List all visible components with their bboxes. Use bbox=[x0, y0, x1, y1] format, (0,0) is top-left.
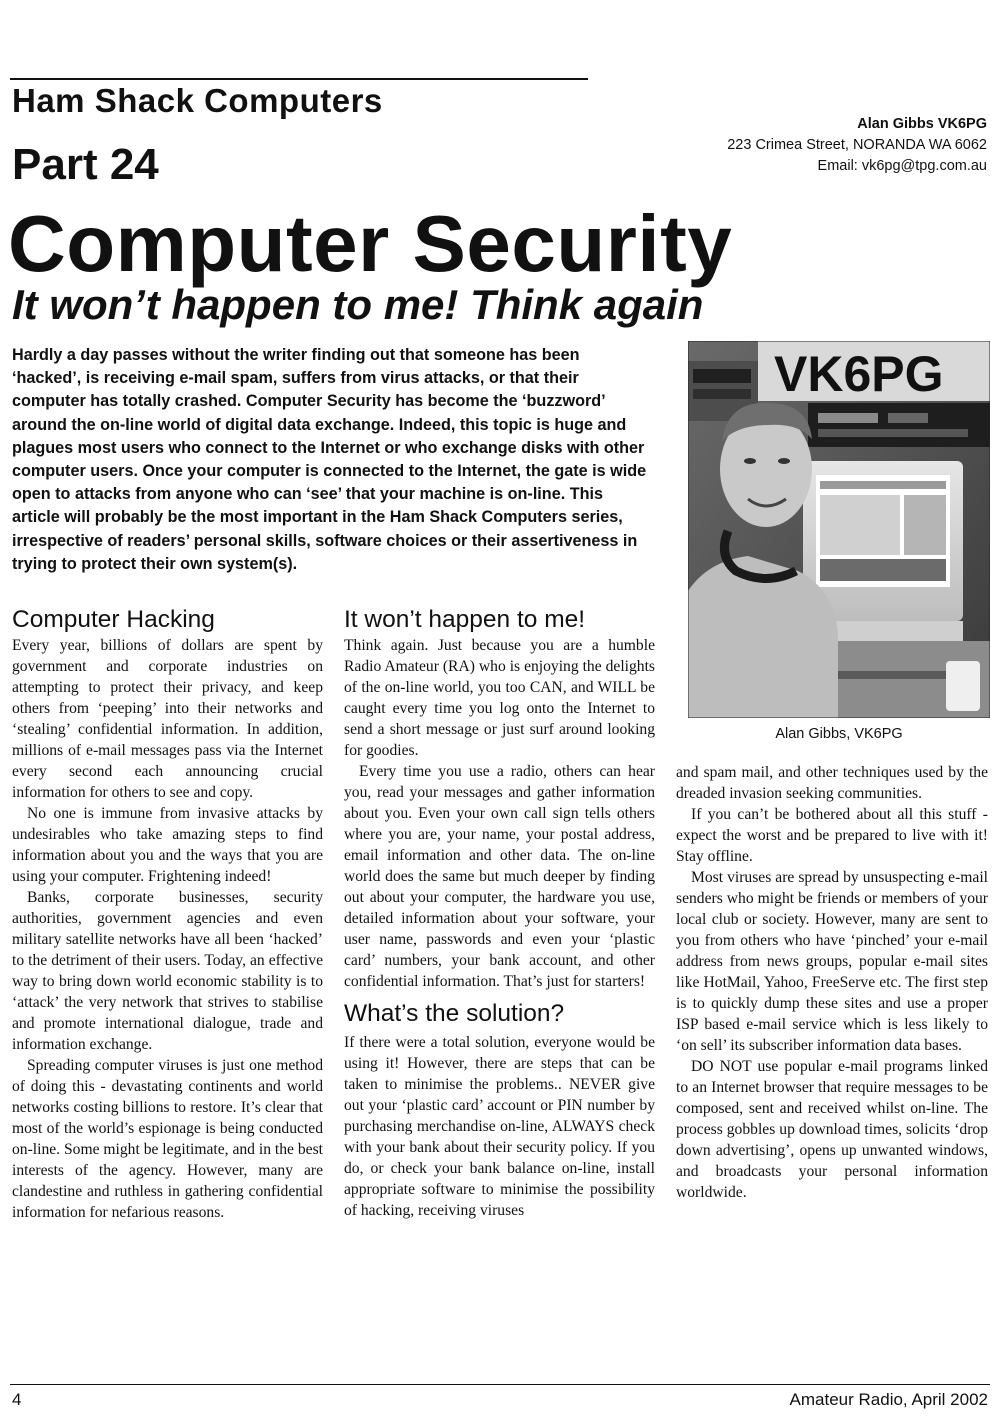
paragraph: Banks, corporate businesses, security authorities, government agencies and even military satellite networks have all been ‘hacked’ to the detriment of their users. Today, an effective way to bring down world economic stability is to ‘attack’ the very network that strives to stabilise and promote international dialogue, trade and information exchange. bbox=[12, 889, 323, 1053]
page-number: 4 bbox=[12, 1390, 22, 1409]
article-title: Computer Security bbox=[8, 199, 733, 288]
author-email: Email: vk6pg@tpg.com.au bbox=[817, 158, 987, 174]
heading-wont-happen: It won’t happen to me! bbox=[344, 606, 586, 633]
author-block bbox=[727, 114, 987, 177]
series-title: Ham Shack Computers bbox=[12, 82, 383, 119]
paragraph: Every year, billions of dollars are spent by government and corporate industries on attempting to protect their privacy, and keep others from ‘peeping’ into their networks and ‘stealing’ confidential information. In addition, millions of e-mail messages pass via the Internet every second each announcing crucial information for others to see and copy. bbox=[12, 637, 323, 801]
paragraph: Think again. Just because you are a humble Radio Amateur (RA) who is enjoying the delights of the on-line world, you too CAN, and WILL be caught every time you log onto the Internet to send a short message or just surf around looking for goodies. bbox=[344, 637, 655, 759]
heading-computer-hacking: Computer Hacking bbox=[12, 606, 215, 633]
author-name: Alan Gibbs VK6PG bbox=[857, 116, 987, 132]
paragraph: If you can’t be bothered about all this stuff - expect the worst and be prepared to live with it! Stay offline. bbox=[676, 806, 988, 865]
paragraph: Spreading computer viruses is just one method of doing this - devastating continents and world networks costing billions to restore. It’s clear that most of the world’s espionage is being conducted on-line. Some might be legitimate, and in the best interests of the agency. However, many are clandestine and ruthless in gathering confidential information for nefarious reasons. bbox=[12, 1057, 323, 1221]
publication-footer: Amateur Radio, April 2002 bbox=[789, 1390, 988, 1409]
paragraph: Most viruses are spread by unsuspecting e-mail senders who might be friends or members of your local club or society. However, many are sent to you from others who have ‘pinched’ your e-mail address from news groups, popular e-mail sites like HotMail, Yahoo, FreeServe etc. The first step is to quickly dump these sites and use a proper ISP based e-mail service which is less likely to ‘on sell’ its subscriber information data bases. bbox=[676, 869, 988, 1054]
paragraph: If there were a total solution, everyone would be using it! However, there are steps that can be taken to minimise the problems.. NEVER give out your ‘plastic card’ account or PIN number by purchasing merchandise on-line, ALWAYS check with your bank about their security policy. If you do, or check your bank balance on-line, install appropriate software to minimise the possibility of hacking, receiving viruses bbox=[344, 1034, 655, 1219]
photo-sign-text: VK6PG bbox=[774, 346, 944, 402]
heading-solution: What’s the solution? bbox=[344, 1000, 565, 1027]
column-3 bbox=[676, 762, 988, 1203]
part-number: Part 24 bbox=[12, 140, 159, 189]
paragraph: and spam mail, and other techniques used by the dreaded invasion seeking communities. bbox=[676, 764, 988, 802]
paragraph: Every time you use a radio, others can hear you, read your messages and gather information about you. Even your own call sign tells others where you are, your name, your postal address, email information and other data. The on-line world does the same but much deeper by finding out about your computer, the hardware you use, detailed information about your software, your user name, passwords and even your ‘plastic card’ numbers, your bank account, and other confidential information. That’s just for starters! bbox=[344, 763, 655, 990]
intro-paragraph: Hardly a day passes without the writer finding out that someone has been ‘hacked’, is receiving e-mail spam, suffers from virus attacks, or that their computer has totally crashed. Computer Security has become the ‘buzzword’ around the on-line world of digital data exchange. Indeed, this topic is huge and plagues most users who connect to the Internet or who exchange disks with other computer users. Once your computer is connected to the Internet, the gate is wide open to attacks from anyone who can ‘see’ that your machine is on-line. This article will probably be the most important in the Ham Shack Computers series, irrespective of readers’ personal skills, software choices or their assertiveness in trying to protect their own system(s). bbox=[12, 346, 647, 573]
photo-caption: Alan Gibbs, VK6PG bbox=[775, 726, 903, 742]
paragraph: DO NOT use popular e-mail programs linked to an Internet browser that require messages to be composed, sent and received whilst on-line. The process gobbles up download times, solicits ‘drop down advertising’, opens up unwanted windows, and broadcasts your personal information worldwide. bbox=[676, 1058, 988, 1201]
paragraph: No one is immune from invasive attacks by undesirables who take amazing steps to find information about you and the ways that you are using your computer. Frightening indeed! bbox=[12, 805, 323, 885]
header-rule bbox=[10, 78, 588, 80]
author-photo bbox=[688, 341, 990, 718]
author-address: 223 Crimea Street, NORANDA WA 6062 bbox=[727, 137, 987, 153]
column-2 bbox=[344, 605, 655, 1221]
footer-rule bbox=[10, 1384, 990, 1385]
column-1 bbox=[12, 605, 323, 1223]
article-subtitle: It won’t happen to me! Think again bbox=[12, 281, 704, 328]
